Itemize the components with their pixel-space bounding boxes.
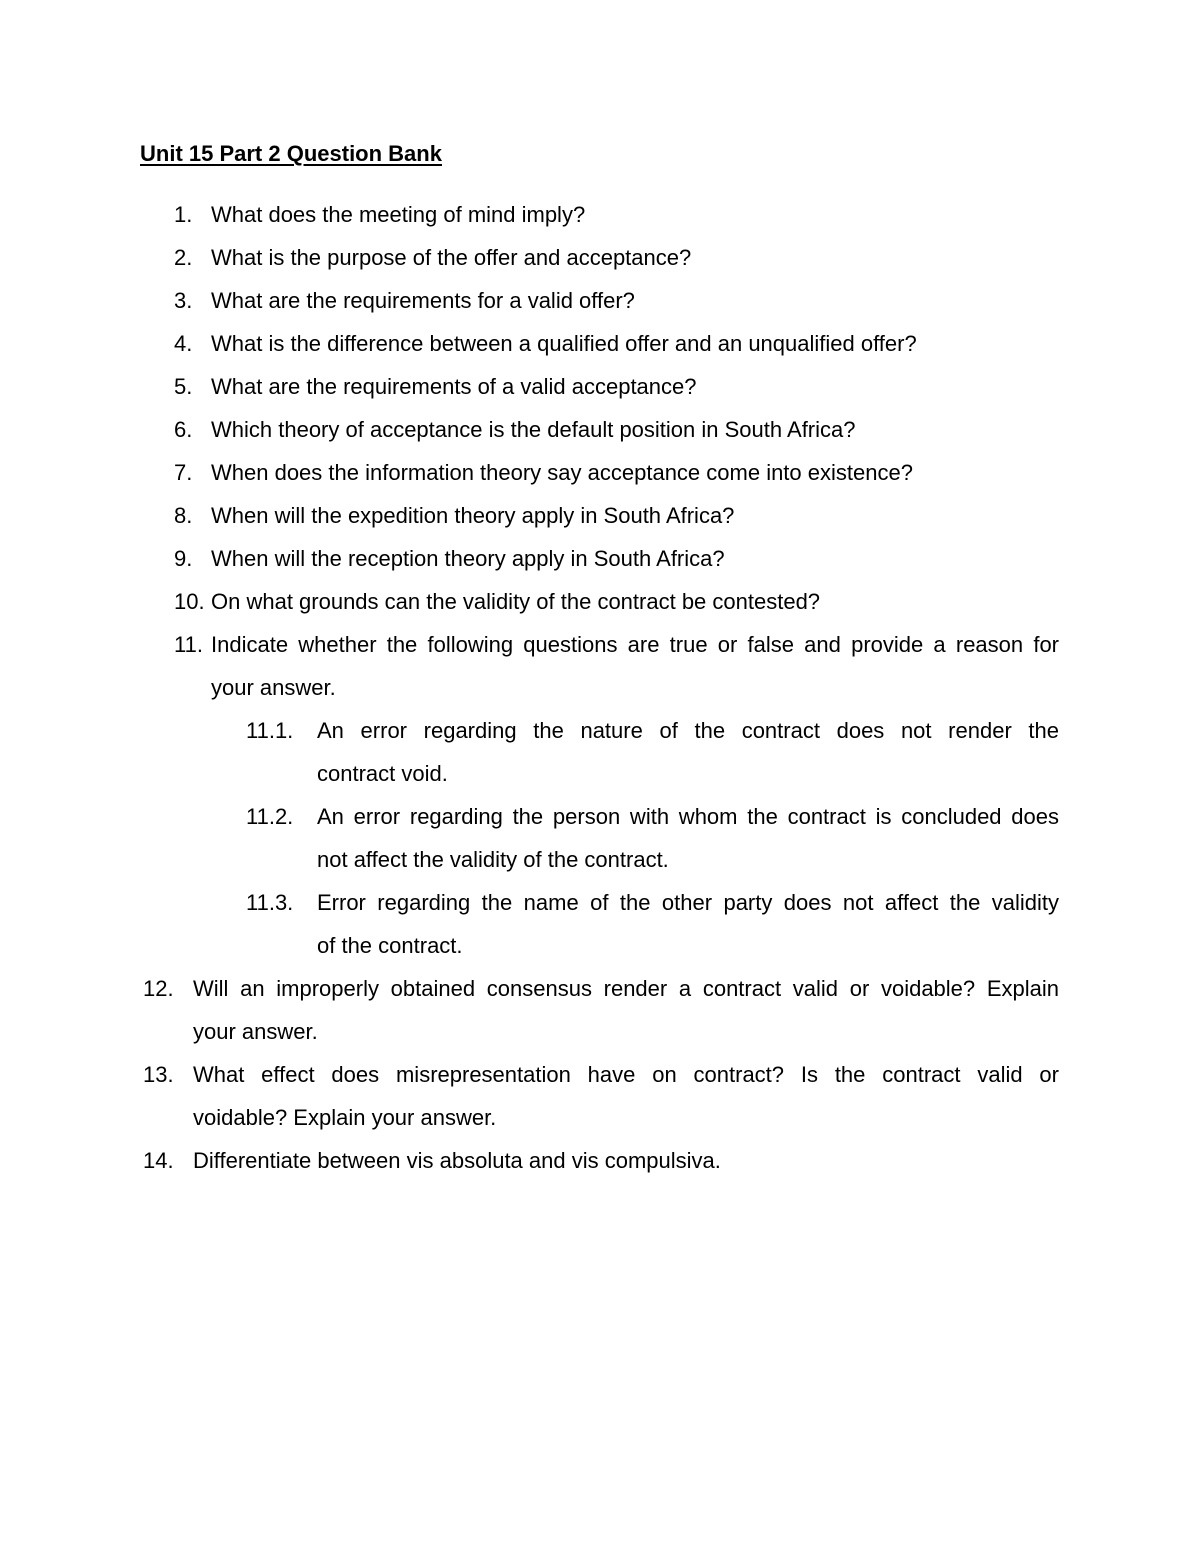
question-text: What is the difference between a qualified offer and an unqualified offer? [211, 331, 917, 356]
sub-list-item [0, 881, 1200, 967]
question-text: What are the requirements of a valid acceptance? [211, 374, 697, 399]
sub-question-number: 11.1. [246, 718, 294, 743]
question-text: On what grounds can the validity of the contract be contested? [211, 589, 821, 614]
question-number: 8. [174, 503, 193, 528]
list-item [0, 1139, 1200, 1182]
list-item [0, 365, 1200, 408]
list-item [0, 451, 1200, 494]
sub-list-item [0, 795, 1200, 881]
question-text: Differentiate between vis absoluta and vis compulsiva. [193, 1148, 721, 1173]
question-text: When does the information theory say acceptance come into existence? [211, 460, 913, 485]
sub-list-item [0, 709, 1200, 795]
list-item [0, 408, 1200, 451]
question-text: When will the expedition theory apply in South Africa? [211, 503, 735, 528]
sub-question-number: 11.2. [246, 804, 294, 829]
question-number: 7. [174, 460, 193, 485]
question-number: 6. [174, 417, 193, 442]
list-item [0, 1053, 1200, 1139]
question-number: 9. [174, 546, 193, 571]
list-item [0, 623, 1200, 709]
question-text: Which theory of acceptance is the default position in South Africa? [211, 417, 856, 442]
sub-question-text: An error regarding the nature of the contract does not render the [317, 718, 1059, 743]
question-number: 13. [143, 1062, 174, 1087]
question-text: Will an improperly obtained consensus render a contract valid or voidable? Explain [193, 976, 1059, 1001]
question-number: 10. [174, 589, 205, 614]
list-item [0, 537, 1200, 580]
question-text: What does the meeting of mind imply? [211, 202, 586, 227]
question-text: What effect does misrepresentation have on contract? Is the contract valid or [193, 1062, 1059, 1087]
page-title: Unit 15 Part 2 Question Bank [140, 141, 442, 166]
sub-question-text-continued: of the contract. [317, 933, 463, 958]
question-text: What is the purpose of the offer and acceptance? [211, 245, 692, 270]
list-item [0, 279, 1200, 322]
list-item [0, 322, 1200, 365]
question-number: 3. [174, 288, 193, 313]
question-number: 11. [174, 632, 203, 657]
sub-question-number: 11.3. [246, 890, 294, 915]
question-number: 1. [174, 202, 193, 227]
question-text: Indicate whether the following questions are true or false and provide a reason for [211, 632, 1059, 657]
list-item [0, 494, 1200, 537]
question-text-continued: your answer. [193, 1019, 318, 1044]
list-item [0, 967, 1200, 1053]
question-number: 12. [143, 976, 174, 1001]
question-text-continued: your answer. [211, 675, 336, 700]
question-number: 2. [174, 245, 193, 270]
list-item [0, 580, 1200, 623]
sub-question-text: An error regarding the person with whom the contract is concluded does [317, 804, 1059, 829]
question-text-continued: voidable? Explain your answer. [193, 1105, 497, 1130]
question-number: 5. [174, 374, 193, 399]
question-number: 14. [143, 1148, 174, 1173]
sub-question-text-continued: contract void. [317, 761, 448, 786]
list-item [0, 193, 1200, 236]
list-item [0, 236, 1200, 279]
question-number: 4. [174, 331, 193, 356]
sub-question-text: Error regarding the name of the other party does not affect the validity [317, 890, 1059, 915]
sub-question-text-continued: not affect the validity of the contract. [317, 847, 669, 872]
question-text: What are the requirements for a valid offer? [211, 288, 635, 313]
question-text: When will the reception theory apply in South Africa? [211, 546, 725, 571]
